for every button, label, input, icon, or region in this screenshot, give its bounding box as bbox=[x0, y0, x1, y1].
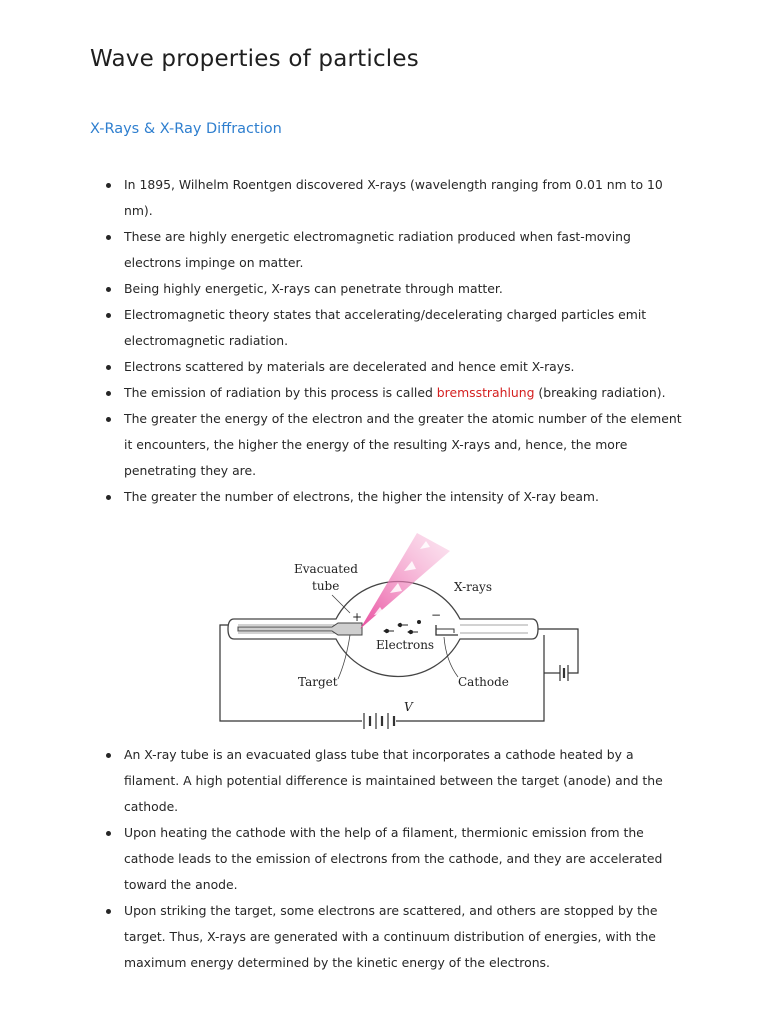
battery-v-icon bbox=[364, 713, 394, 729]
label-evacuated: Evacuated bbox=[294, 562, 358, 576]
bullet-item: Upon heating the cathode with the help of a filament, thermionic emission from the cathode leads to the emission of electrons from the cathode, and they are accelerated toward the anode. bbox=[90, 820, 690, 898]
bullet-item: An X-ray tube is an evacuated glass tube that incorporates a cathode heated by a filament. A high potential difference is maintained between the target (anode) and the cathode. bbox=[90, 742, 690, 820]
bullet-item: Electromagnetic theory states that accelerating/decelerating charged particles emit electromagnetic radiation. bbox=[90, 302, 690, 354]
label-target: Target bbox=[298, 675, 338, 689]
bullet-dot-icon bbox=[106, 417, 111, 422]
bullet-item: In 1895, Wilhelm Roentgen discovered X-rays (wavelength ranging from 0.01 nm to 10 nm). bbox=[90, 172, 690, 224]
bullet-dot-icon bbox=[106, 313, 111, 318]
bullet-item: Being highly energetic, X-rays can penetrate through matter. bbox=[90, 276, 690, 302]
bullet-dot-icon bbox=[106, 831, 111, 836]
battery-filament-icon bbox=[560, 665, 568, 681]
label-cathode: Cathode bbox=[458, 675, 509, 689]
filament-wire bbox=[532, 629, 578, 673]
bullet-dot-icon bbox=[106, 391, 111, 396]
label-tube: tube bbox=[312, 579, 340, 593]
bullet-dot-icon bbox=[106, 365, 111, 370]
page-title: Wave properties of particles bbox=[90, 46, 419, 72]
bullet-dot-icon bbox=[106, 495, 111, 500]
bullet-item: The greater the energy of the electron and the greater the atomic number of the element it encounters, the higher the energy of the resulting X-rays and, hence, the more penetrating they are. bbox=[90, 406, 690, 484]
label-plus: + bbox=[352, 610, 363, 624]
bullet-list-bottom bbox=[90, 742, 690, 976]
bullet-item: Electrons scattered by materials are decelerated and hence emit X-rays. bbox=[90, 354, 690, 380]
bullet-item: Upon striking the target, some electrons are scattered, and others are stopped by the target. Thus, X-rays are generated with a continuum distribution of energies, with the maximum energy determined by the kinetic energy of the electrons. bbox=[90, 898, 690, 976]
bullet-dot-icon bbox=[106, 235, 111, 240]
bullet-item: The greater the number of electrons, the higher the intensity of X-ray beam. bbox=[90, 484, 690, 510]
bullet-dot-icon bbox=[106, 183, 111, 188]
bullet-dot-icon bbox=[106, 753, 111, 758]
bullet-list-top bbox=[90, 172, 690, 510]
bullet-item: The emission of radiation by this process is called bremsstrahlung (breaking radiation). bbox=[90, 380, 690, 406]
section-heading: X-Rays & X-Ray Diffraction bbox=[90, 121, 282, 137]
label-electrons: Electrons bbox=[376, 638, 435, 652]
xray-tube-diagram bbox=[214, 533, 584, 733]
bullet-item: These are highly energetic electromagnetic radiation produced when fast-moving electrons impinge on matter. bbox=[90, 224, 690, 276]
highlighted-term: bremsstrahlung bbox=[436, 385, 535, 400]
bullet-dot-icon bbox=[106, 909, 111, 914]
label-xrays: X-rays bbox=[454, 580, 492, 594]
label-minus: − bbox=[431, 608, 442, 622]
label-voltage: V bbox=[404, 700, 413, 714]
bullet-dot-icon bbox=[106, 287, 111, 292]
